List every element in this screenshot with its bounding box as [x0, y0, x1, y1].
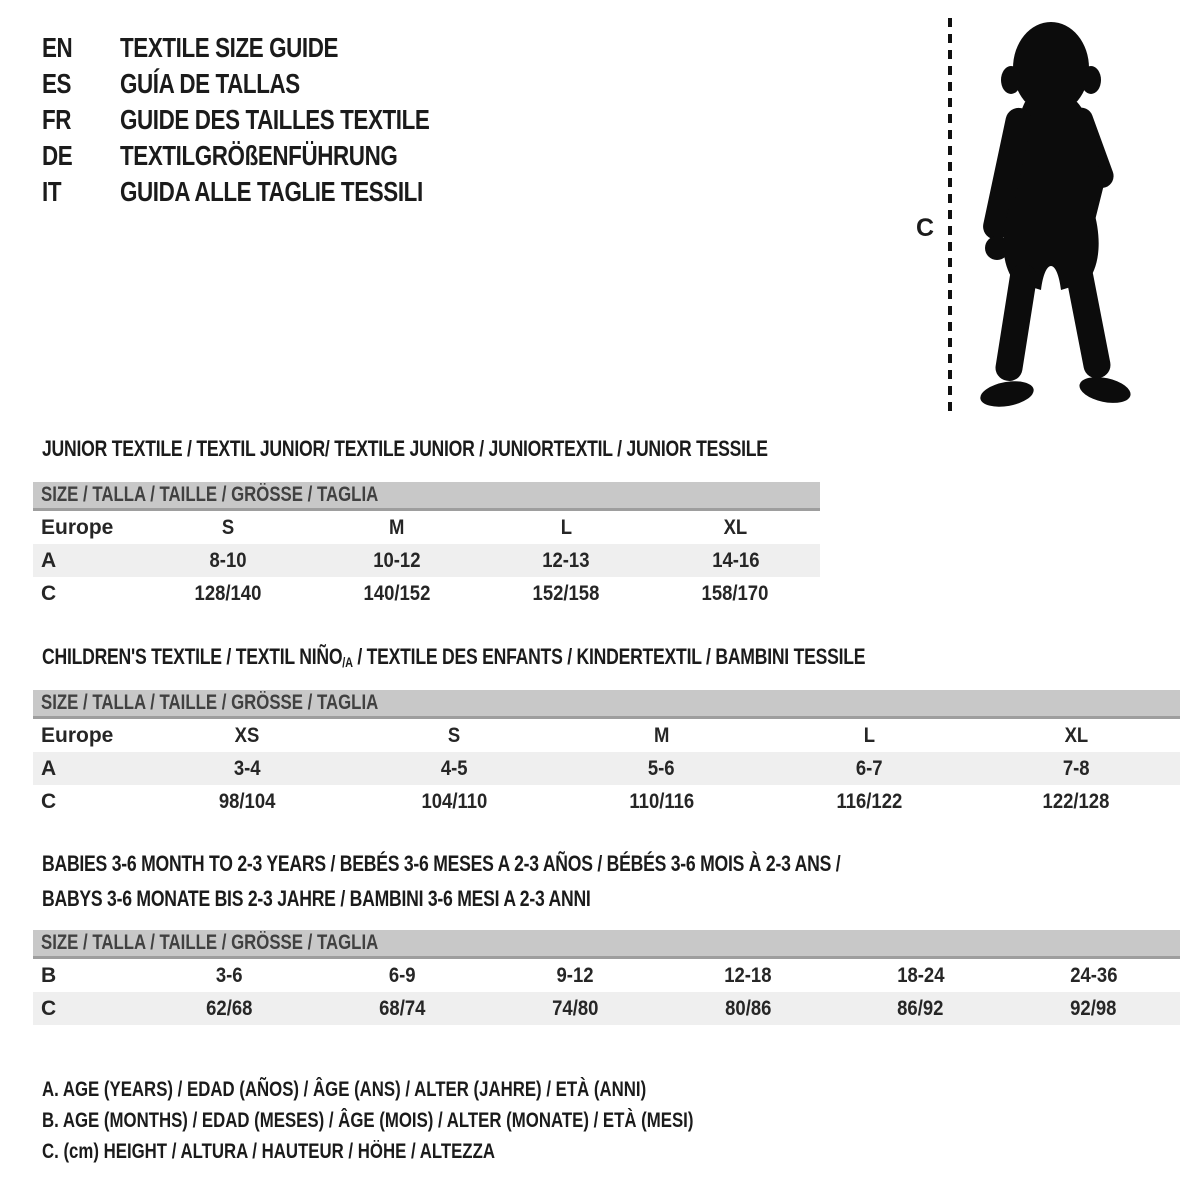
height-measure-label: C	[916, 214, 935, 242]
row-label: C	[41, 789, 57, 813]
babies-heading-line1: BABIES 3-6 MONTH TO 2-3 YEARS / BEBÉS 3-6 MESES A 2-3 AÑOS / BÉBÉS 3-6 MOIS À 2-3 ANS /	[42, 851, 841, 876]
column-header-text: S	[447, 723, 461, 747]
row-label: Europe	[41, 515, 114, 539]
language-title: GUÍA DE TALLAS	[120, 68, 300, 99]
table-row-columns	[33, 511, 820, 544]
table-cell	[1007, 997, 1180, 1021]
column-header-text: M	[653, 723, 670, 747]
table-cell	[312, 549, 481, 573]
legend-notes	[42, 1074, 856, 1167]
children-heading-subscript: /A	[342, 655, 353, 670]
table-row-height	[33, 992, 1180, 1025]
table-cell	[558, 757, 765, 781]
table-cell	[1007, 964, 1180, 988]
column-header-text: L	[863, 723, 875, 747]
table-cell	[661, 997, 834, 1021]
table-row-height	[33, 577, 820, 610]
column-header	[143, 516, 312, 540]
note-text: B. AGE (MONTHS) / EDAD (MESES) / ÂGE (MOIS) / ALTER (MONATE) / ETÀ (MESI)	[42, 1109, 694, 1132]
column-header	[973, 724, 1180, 748]
row-label: A	[41, 756, 57, 780]
table-cell-text: 74/80	[551, 996, 599, 1020]
note-text: C. (cm) HEIGHT / ALTURA / HAUTEUR / HÖHE / ALTEZZA	[42, 1140, 495, 1163]
junior-size-table	[33, 482, 820, 610]
table-cell	[661, 964, 834, 988]
column-header	[482, 516, 651, 540]
column-header-text: XL	[723, 515, 748, 539]
table-cell-text: 80/86	[724, 996, 772, 1020]
table-cell-text: 98/104	[218, 789, 275, 813]
column-header-text: XL	[1064, 723, 1089, 747]
table-cell	[489, 997, 662, 1021]
table-cell	[316, 997, 489, 1021]
table-cell	[350, 757, 557, 781]
table-cell	[834, 997, 1007, 1021]
table-cell-text: 110/116	[629, 789, 694, 813]
language-title: GUIDA ALLE TAGLIE TESSILI	[120, 176, 423, 207]
language-code: FR	[42, 104, 72, 135]
children-section-heading-text	[42, 644, 865, 670]
table-cell-text: 104/110	[421, 789, 487, 813]
table-cell	[143, 549, 312, 573]
table-cell-text: 8-10	[209, 548, 247, 572]
language-title: TEXTILE SIZE GUIDE	[120, 32, 339, 63]
table-cell-text: 10-12	[373, 548, 421, 572]
table-cell	[312, 582, 481, 606]
column-header	[651, 516, 820, 540]
table-cell-text: 4-5	[440, 756, 468, 780]
row-label: C	[41, 581, 57, 605]
size-header-label: SIZE / TALLA / TAILLE / GRÖSSE / TAGLIA	[41, 691, 379, 714]
note-age-months	[42, 1105, 856, 1136]
table-cell-text: 5-6	[648, 756, 675, 780]
height-measure-line	[948, 18, 952, 416]
column-header	[558, 724, 765, 748]
table-cell-text: 6-7	[855, 756, 883, 780]
language-code: EN	[42, 32, 73, 63]
size-header-bar	[33, 930, 1180, 959]
row-label: C	[41, 996, 57, 1020]
table-cell	[482, 549, 651, 573]
language-code: DE	[42, 140, 73, 171]
table-cell-text: 12-18	[724, 963, 772, 987]
toddler-silhouette-icon	[963, 16, 1137, 420]
note-height-cm	[42, 1136, 856, 1167]
table-cell-text: 7-8	[1062, 756, 1090, 780]
table-cell	[558, 790, 765, 814]
table-cell-text: 128/140	[194, 581, 262, 605]
table-cell-text: 24-36	[1069, 963, 1118, 987]
language-code: IT	[42, 176, 62, 207]
table-cell	[482, 582, 651, 606]
column-header	[765, 724, 972, 748]
table-cell-text: 9-12	[556, 963, 594, 987]
table-cell	[143, 790, 350, 814]
column-header	[350, 724, 557, 748]
note-text: A. AGE (YEARS) / EDAD (AÑOS) / ÂGE (ANS) / ALTER (JAHRE) / ETÀ (ANNI)	[42, 1078, 647, 1101]
table-cell	[143, 997, 316, 1021]
babies-section-heading	[42, 846, 1040, 916]
table-cell	[143, 964, 316, 988]
column-header-text: XS	[234, 723, 260, 747]
table-cell	[973, 790, 1180, 814]
row-label: A	[41, 548, 57, 572]
table-cell-text: 3-6	[216, 963, 243, 987]
size-header-label: SIZE / TALLA / TAILLE / GRÖSSE / TAGLIA	[41, 483, 379, 506]
table-cell	[143, 757, 350, 781]
table-cell-text: 18-24	[897, 963, 945, 987]
note-age-years	[42, 1074, 856, 1105]
table-cell	[651, 582, 820, 606]
children-heading-pre: CHILDREN'S TEXTILE / TEXTIL NIÑO	[42, 644, 343, 669]
table-cell	[651, 549, 820, 573]
children-heading-post: / TEXTILE DES ENFANTS / KINDERTEXTIL / BAMBINI TESSILE	[352, 644, 866, 669]
junior-section-heading-text: JUNIOR TEXTILE / TEXTIL JUNIOR/ TEXTILE JUNIOR / JUNIORTEXTIL / JUNIOR TESSILE	[42, 436, 768, 461]
table-cell	[316, 964, 489, 988]
babies-heading-line2: BABYS 3-6 MONATE BIS 2-3 JAHRE / BAMBINI 3-6 MESI A 2-3 ANNI	[42, 886, 591, 911]
table-cell	[973, 757, 1180, 781]
table-row-age	[33, 544, 820, 577]
table-row-height	[33, 785, 1180, 818]
babies-size-table	[33, 930, 1180, 1025]
table-cell-text: 3-4	[233, 756, 261, 780]
table-row-age	[33, 752, 1180, 785]
column-header-text: L	[560, 515, 572, 539]
column-header	[143, 724, 350, 748]
table-cell-text: 116/122	[836, 789, 902, 813]
language-title: TEXTILGRÖßENFÜHRUNG	[120, 140, 398, 171]
size-header-label: SIZE / TALLA / TAILLE / GRÖSSE / TAGLIA	[41, 931, 379, 954]
column-header-text: M	[389, 515, 405, 539]
table-cell-text: 140/152	[363, 581, 431, 605]
table-cell-text: 86/92	[897, 996, 944, 1020]
column-header	[312, 516, 481, 540]
table-cell-text: 68/74	[379, 996, 426, 1020]
table-cell-text: 62/68	[206, 996, 253, 1020]
table-cell-text: 158/170	[701, 581, 769, 605]
table-cell-text: 152/158	[532, 581, 600, 605]
table-cell	[834, 964, 1007, 988]
table-cell-text: 12-13	[542, 548, 590, 572]
table-cell-text: 6-9	[388, 963, 416, 987]
language-title: GUIDE DES TAILLES TEXTILE	[120, 104, 430, 135]
size-header-bar	[33, 482, 820, 511]
junior-section-heading	[42, 436, 949, 462]
table-cell	[765, 790, 972, 814]
children-size-table	[33, 690, 1180, 818]
table-cell	[765, 757, 972, 781]
table-cell	[143, 582, 312, 606]
table-row-columns	[33, 719, 1180, 752]
table-cell	[350, 790, 557, 814]
table-cell-text: 14-16	[711, 548, 760, 572]
children-section-heading	[42, 644, 1071, 670]
table-cell	[489, 964, 662, 988]
column-header-text: S	[221, 515, 234, 539]
row-label: B	[41, 963, 57, 987]
size-header-bar	[33, 690, 1180, 719]
table-cell-text: 122/128	[1042, 789, 1110, 813]
table-row-age-months	[33, 959, 1180, 992]
table-cell-text: 92/98	[1070, 996, 1117, 1020]
row-label: Europe	[41, 723, 114, 747]
language-code: ES	[42, 68, 72, 99]
